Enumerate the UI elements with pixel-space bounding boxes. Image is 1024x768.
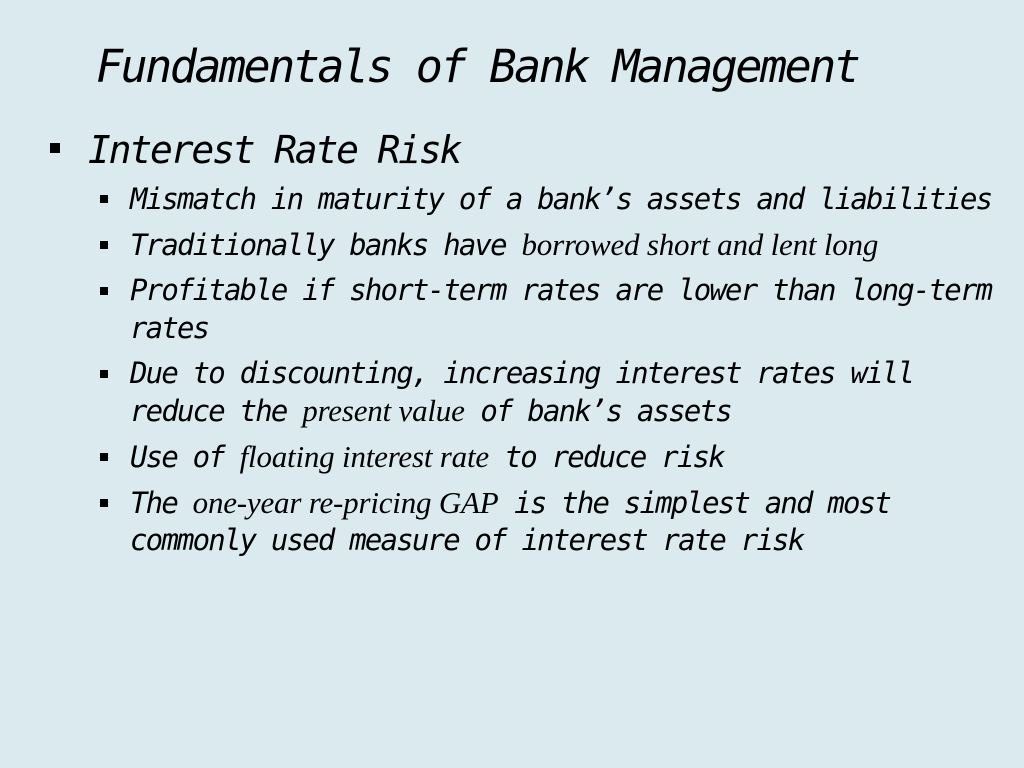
- sub-bullet-text: Mismatch in maturity of a bank’s assets and liabilities: [130, 182, 992, 216]
- slide-title: Fundamentals of Bank Management: [96, 40, 859, 93]
- square-bullet-icon: [100, 370, 108, 378]
- square-bullet-icon: [100, 499, 108, 507]
- sub-bullet-emphasis: present value: [302, 393, 465, 428]
- sub-bullet-item: [46, 355, 1000, 430]
- sub-bullet-text-after: of bank’s assets: [464, 394, 731, 428]
- sub-bullet-item: [46, 438, 1000, 476]
- sub-bullet-item: [46, 272, 1000, 347]
- main-bullet-block: [46, 126, 1006, 567]
- sub-bullet-text: Profitable if short-term rates are lower than long-term rates: [130, 273, 992, 345]
- sub-bullet-item: [46, 226, 1000, 264]
- sub-bullet-text: Traditionally banks have: [130, 228, 522, 262]
- square-bullet-icon: [50, 143, 60, 153]
- sub-bullet-emphasis: borrowed short and lent long: [521, 227, 879, 262]
- sub-bullet-item: [46, 484, 1000, 559]
- main-bullet: [46, 126, 1006, 174]
- square-bullet-icon: [100, 287, 108, 295]
- sub-bullet-text-after: to reduce risk: [488, 440, 724, 474]
- sub-bullet-item: [46, 180, 1000, 218]
- sub-bullet-text: Use of: [130, 440, 240, 474]
- sub-bullet-text: The: [130, 486, 193, 520]
- sub-bullet-emphasis: floating interest rate: [239, 439, 489, 474]
- sub-bullet-text-after: is the simplest and most commonly used measure of interest rate risk: [130, 486, 891, 557]
- sub-bullet-list: [46, 180, 1006, 559]
- square-bullet-icon: [100, 195, 108, 203]
- square-bullet-icon: [100, 241, 108, 249]
- main-bullet-text: Interest Rate Risk: [88, 128, 461, 172]
- square-bullet-icon: [100, 453, 108, 461]
- sub-bullet-emphasis: one-year re-pricing GAP: [192, 485, 499, 520]
- sub-bullet-text: Due to discounting, increasing interest rates will reduce the: [130, 356, 913, 428]
